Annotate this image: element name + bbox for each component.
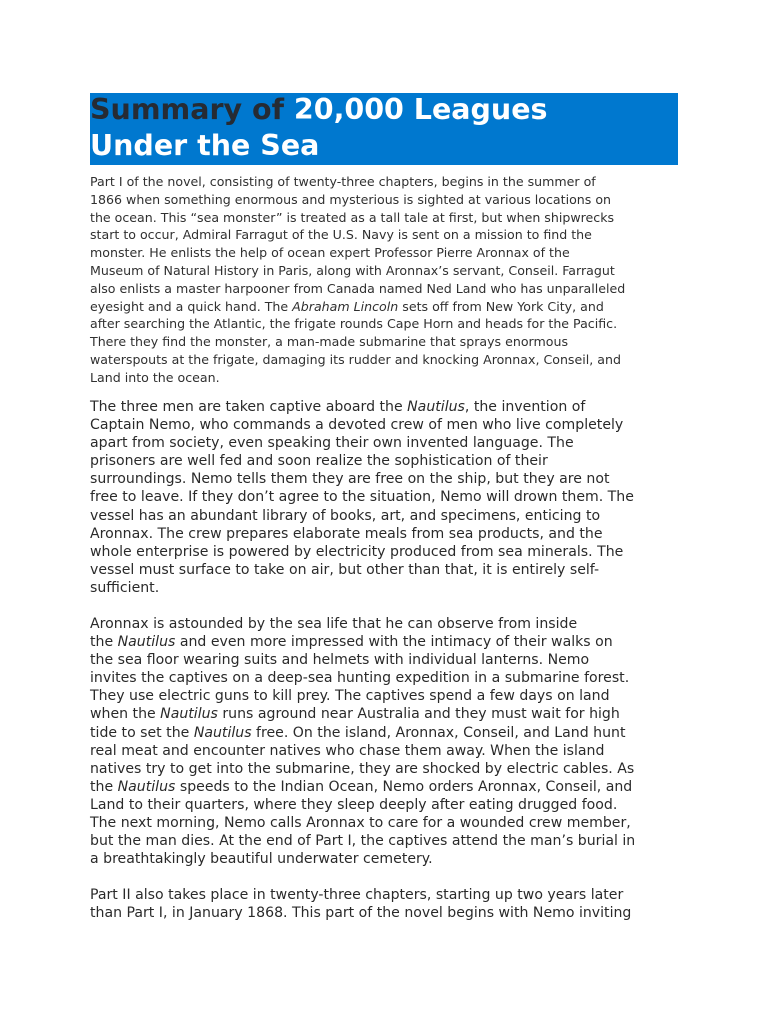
italic-title: Nautilus — [117, 634, 176, 651]
text-line — [90, 705, 690, 723]
text-line — [90, 778, 690, 796]
text-line: Part I of the novel, consisting of twenty-three chapters, begins in the summer of — [90, 174, 596, 189]
text-line: natives try to get into the submarine, they are shocked by electric cables. As — [90, 760, 635, 777]
text-segment: tide to set the — [90, 724, 194, 741]
text-segment: when the — [90, 706, 161, 723]
text-line: There they find the monster, a man-made submarine that sprays enormous — [90, 334, 569, 350]
text-line: Museum of Natural History in Paris, along with Aronnax’s servant, Conseil. Farragut — [90, 262, 615, 278]
text-line: the ocean. This “sea monster” is treated as a tall tale at first, but when shipwrecks — [90, 209, 615, 225]
text-line: apart from society, even speaking their own invented language. The — [90, 435, 574, 452]
text-line: The next morning, Nemo calls Aronnax to care for a wounded crew member, — [90, 815, 631, 832]
text-segment: eyesight and a quick hand. The — [90, 298, 293, 314]
text-line: 1866 when something enormous and mysterious is sighted at various locations on — [90, 191, 612, 207]
text-line: after searching the Atlantic, the frigate rounds Cape Horn and heads for the Pacific. — [90, 316, 618, 332]
text-line: than Part I, in January 1868. This part of the novel begins with Nemo inviting — [90, 905, 632, 922]
text-line: Land into the ocean. — [90, 369, 220, 385]
text-line: Part II also takes place in twenty-three chapters, starting up two years later — [90, 887, 624, 903]
italic-title: Nautilus — [407, 399, 465, 415]
text-line: Captain Nemo, who commands a devoted crew of men who live completely — [90, 417, 624, 434]
text-line: Aronnax is astounded by the sea life that he can observe from inside — [90, 616, 578, 632]
text-line — [90, 398, 690, 416]
text-segment: speeds to the Indian Ocean, Nemo orders Aronnax, Conseil, and — [175, 778, 633, 795]
text-line: They use electric guns to kill prey. The captives spend a few days on land — [90, 688, 610, 705]
title-line-2: Under the Sea — [90, 129, 320, 162]
text-line: prisoners are well fed and soon realize the sophistication of their — [90, 453, 548, 470]
text-line: start to occur, Admiral Farragut of the U.S. Navy is sent on a mission to find the — [90, 227, 592, 243]
text-line: a breathtakingly beautiful underwater cemetery. — [90, 851, 433, 868]
text-line: sufficient. — [90, 579, 160, 596]
paragraph-1 — [90, 173, 690, 387]
text-segment: free. On the island, Aronnax, Conseil, and Land hunt — [251, 724, 626, 741]
title-part-2: 20,000 Leagues — [293, 93, 548, 126]
paragraph-4 — [90, 886, 690, 922]
text-line: the sea floor wearing suits and helmets with individual lanterns. Nemo — [90, 652, 590, 669]
text-segment: The three men are taken captive aboard the — [90, 399, 408, 415]
text-segment: sets off from New York City, and — [398, 298, 604, 314]
text-segment: runs aground near Australia and they must wait for high — [217, 706, 620, 723]
text-segment: and even more impressed with the intimacy of their walks on — [175, 634, 613, 651]
text-line: real meat and encounter natives who chase them away. When the island — [90, 742, 605, 759]
text-segment: , the invention of — [464, 399, 586, 415]
text-line — [90, 298, 690, 316]
text-line: but the man dies. At the end of Part I, the captives attend the man’s burial in — [90, 833, 636, 850]
text-line: waterspouts at the frigate, damaging its rudder and knocking Aronnax, Conseil, and — [90, 351, 621, 367]
title-line-1 — [90, 92, 548, 128]
text-segment: the — [90, 634, 118, 651]
document-page — [90, 93, 680, 922]
text-line: whole enterprise is powered by electricity produced from sea minerals. The — [90, 543, 624, 560]
text-line: free to leave. If they don’t agree to the situation, Nemo will drown them. The — [90, 489, 634, 506]
text-line: Land to their quarters, where they sleep deeply after eating drugged food. — [90, 796, 618, 813]
page-title — [90, 92, 548, 164]
text-line — [90, 633, 690, 651]
italic-title: Nautilus — [160, 706, 218, 723]
paragraph-3 — [90, 615, 690, 868]
text-segment: the — [90, 778, 118, 795]
text-line: monster. He enlists the help of ocean expert Professor Pierre Aronnax of the — [90, 245, 570, 261]
text-line: also enlists a master harpooner from Canada named Ned Land who has unparalleled — [90, 280, 626, 296]
text-line — [90, 724, 690, 742]
text-line: invites the captives on a deep-sea hunting expedition in a submarine forest. — [90, 670, 630, 687]
italic-title: Nautilus — [117, 778, 176, 795]
title-banner — [90, 93, 678, 165]
italic-title: Abraham Lincoln — [292, 298, 399, 314]
text-line: Aronnax. The crew prepares elaborate meals from sea products, and the — [90, 525, 603, 542]
italic-title: Nautilus — [193, 724, 252, 741]
text-line: vessel must surface to take on air, but other than that, it is entirely self- — [90, 561, 600, 578]
title-part-1: Summary of — [90, 93, 294, 126]
text-line: surroundings. Nemo tells them they are free on the ship, but they are not — [90, 471, 610, 488]
paragraph-2 — [90, 398, 690, 597]
text-line: vessel has an abundant library of books, art, and specimens, enticing to — [90, 507, 601, 524]
